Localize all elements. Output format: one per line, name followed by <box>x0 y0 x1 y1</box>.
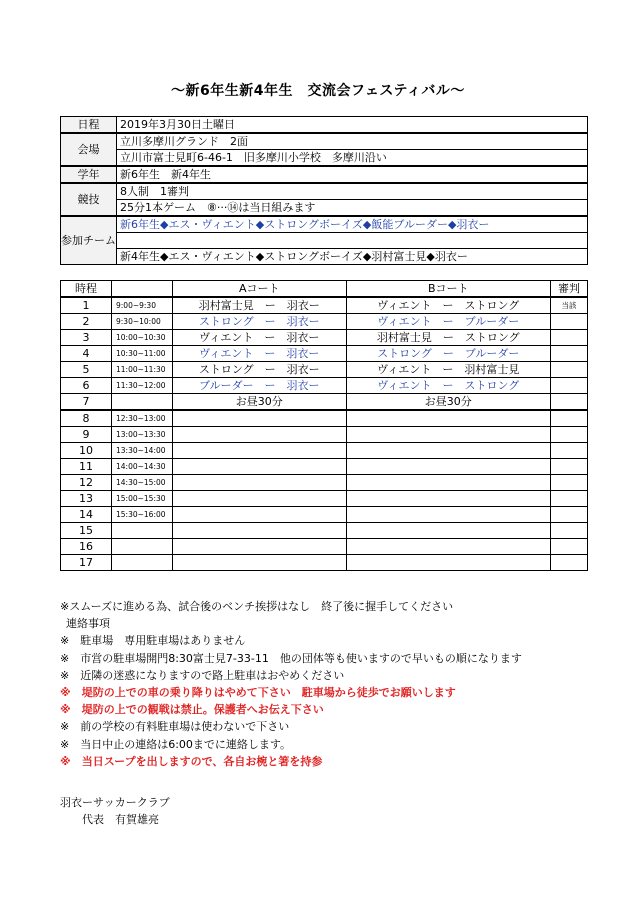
referee-cell <box>551 427 588 443</box>
slot-time <box>112 555 173 571</box>
referee-cell <box>551 539 588 555</box>
slot-time: 13:00~13:30 <box>112 427 173 443</box>
teams-row-grade4 <box>61 249 588 265</box>
signature <box>60 794 170 828</box>
slot-number: 1 <box>61 297 112 314</box>
court-a-match <box>173 443 347 459</box>
page-title: 〜新6年生新4年生 交流会フェスティバル〜 <box>171 83 465 99</box>
teams-grade4: 新4年生◆エス・ヴィエント◆ストロングボーイズ◆羽村富士見◆羽衣ー <box>117 249 588 265</box>
schedule-row <box>61 507 588 523</box>
court-a-match: ストロング ー 羽衣ー <box>173 362 347 378</box>
schedule-row <box>61 378 588 394</box>
court-a-match <box>173 523 347 539</box>
representative: 代表 有賀雄亮 <box>82 813 159 826</box>
court-a-match: ブルーダー ー 羽衣ー <box>173 378 347 394</box>
court-b-match: 羽村富士見 ー ストロング <box>346 330 551 346</box>
court-a-match <box>173 507 347 523</box>
court-b-match: ヴィエント ー ストロング <box>346 378 551 394</box>
grade-value: 新6年生 新4年生 <box>117 166 588 183</box>
court-b-match <box>346 539 551 555</box>
slot-time: 11:30~12:00 <box>112 378 173 394</box>
court-a-match: ヴィエント ー 羽衣ー <box>173 346 347 362</box>
header-time <box>112 281 173 298</box>
court-b-match: ヴィエント ー 羽村富士見 <box>346 362 551 378</box>
note-item: ※ 近隣の迷惑になりますので路上駐車はおやめください <box>60 668 345 682</box>
slot-number: 3 <box>61 330 112 346</box>
slot-time: 13:30~14:00 <box>112 443 173 459</box>
header-referee: 審判 <box>551 281 588 298</box>
slot-number: 4 <box>61 346 112 362</box>
referee-cell <box>551 314 588 330</box>
rule-line-2: 25分1本ゲーム ⑧···⑭は当日組みます <box>117 200 588 217</box>
notes-section <box>60 598 620 770</box>
referee-cell <box>551 459 588 475</box>
schedule-body <box>61 297 588 571</box>
slot-time: 11:00~11:30 <box>112 362 173 378</box>
rule-line-1: 8人制 1審判 <box>117 183 588 200</box>
referee-cell <box>551 523 588 539</box>
teams-row <box>61 216 588 233</box>
venue-row <box>61 133 588 150</box>
referee-cell: 当該 <box>551 297 588 314</box>
slot-number: 13 <box>61 491 112 507</box>
header-court-a: Aコート <box>173 281 347 298</box>
slot-time <box>112 523 173 539</box>
schedule-row <box>61 555 588 571</box>
court-b-match: ストロング ー ブルーダー <box>346 346 551 362</box>
court-b-match <box>346 555 551 571</box>
slot-time: 9:00~9:30 <box>112 297 173 314</box>
schedule-row <box>61 330 588 346</box>
referee-cell <box>551 475 588 491</box>
court-a-match <box>173 491 347 507</box>
schedule-row <box>61 427 588 443</box>
note-item: ※ 駐車場 専用駐車場はありません <box>60 634 246 648</box>
grade-label: 学年 <box>61 166 117 183</box>
court-b-match <box>346 427 551 443</box>
event-info-table <box>60 116 588 265</box>
notes-intro: ※スムーズに進める為、試合後のベンチ挨拶はなし 終了後に握手してください <box>60 600 454 613</box>
teams-row-blank <box>61 233 588 249</box>
schedule-row <box>61 314 588 330</box>
slot-number: 10 <box>61 443 112 459</box>
referee-cell <box>551 507 588 523</box>
referee-cell <box>551 410 588 427</box>
date-row <box>61 117 588 134</box>
court-a-match: ストロング ー 羽衣ー <box>173 314 347 330</box>
schedule-header <box>61 281 588 298</box>
slot-time: 10:30~11:00 <box>112 346 173 362</box>
slot-number: 8 <box>61 410 112 427</box>
slot-time <box>112 539 173 555</box>
court-b-match <box>346 523 551 539</box>
schedule-row <box>61 297 588 314</box>
note-item: ※ 当日スープを出しますので、各自お椀と箸を持参 <box>60 754 323 768</box>
court-a-match <box>173 539 347 555</box>
slot-number: 2 <box>61 314 112 330</box>
slot-time: 15:30~16:00 <box>112 507 173 523</box>
referee-cell <box>551 378 588 394</box>
slot-number: 9 <box>61 427 112 443</box>
slot-number: 11 <box>61 459 112 475</box>
court-a-match: 羽村富士見 ー 羽衣ー <box>173 297 347 314</box>
referee-cell <box>551 362 588 378</box>
club-name: 羽衣ーサッカークラブ <box>60 796 170 809</box>
court-b-match <box>346 410 551 427</box>
court-a-match: お昼30分 <box>173 394 347 411</box>
court-b-match <box>346 459 551 475</box>
court-a-match <box>173 410 347 427</box>
note-item: ※ 堤防の上での車の乗り降りはやめて下さい 駐車場から徒歩でお願いします <box>60 686 456 700</box>
schedule-row <box>61 362 588 378</box>
rule-label: 競技 <box>61 183 117 216</box>
rule-row-2 <box>61 200 588 217</box>
slot-number: 14 <box>61 507 112 523</box>
note-item: ※ 当日中止の連絡は6:00までに連絡します。 <box>60 737 292 751</box>
slot-number: 15 <box>61 523 112 539</box>
slot-number: 17 <box>61 555 112 571</box>
schedule-row <box>61 539 588 555</box>
slot-number: 7 <box>61 394 112 411</box>
slot-time <box>112 394 173 411</box>
referee-cell <box>551 443 588 459</box>
venue-line-1: 立川多摩川グランド 2面 <box>117 133 588 150</box>
slot-number: 5 <box>61 362 112 378</box>
court-a-match <box>173 555 347 571</box>
venue-row-2 <box>61 150 588 167</box>
court-a-match: ヴィエント ー 羽衣ー <box>173 330 347 346</box>
referee-cell <box>551 394 588 411</box>
slot-time: 15:00~15:30 <box>112 491 173 507</box>
court-b-match <box>346 507 551 523</box>
referee-cell <box>551 555 588 571</box>
court-b-match <box>346 491 551 507</box>
court-a-match <box>173 427 347 443</box>
grade-row <box>61 166 588 183</box>
note-item: ※ 堤防の上での観戦は禁止。保護者へお伝え下さい <box>60 703 324 717</box>
referee-cell <box>551 330 588 346</box>
slot-time: 9:30~10:00 <box>112 314 173 330</box>
schedule-row <box>61 394 588 411</box>
notes-heading: 連絡事項 <box>66 617 110 631</box>
schedule-row <box>61 346 588 362</box>
note-item: ※ 前の学校の有料駐車場は使わないで下さい <box>60 720 290 734</box>
teams-grade6: 新6年生◆エス・ヴィエント◆ストロングボーイズ◆飯能ブルーダー◆羽衣ー <box>117 216 588 233</box>
schedule-row <box>61 491 588 507</box>
date-label: 日程 <box>61 117 117 134</box>
court-a-match <box>173 459 347 475</box>
venue-line-2: 立川市富士見町6-46-1 旧多摩川小学校 多摩川沿い <box>117 150 588 167</box>
court-b-match: お昼30分 <box>346 394 551 411</box>
notes-list <box>60 632 620 770</box>
slot-number: 16 <box>61 539 112 555</box>
header-court-b: Bコート <box>346 281 551 298</box>
teams-blank-cell <box>117 233 588 249</box>
date-value: 2019年3月30日土曜日 <box>117 117 588 134</box>
rule-row <box>61 183 588 200</box>
referee-cell <box>551 491 588 507</box>
schedule-row <box>61 443 588 459</box>
schedule-row <box>61 459 588 475</box>
slot-number: 6 <box>61 378 112 394</box>
slot-number: 12 <box>61 475 112 491</box>
referee-cell <box>551 346 588 362</box>
slot-time: 14:00~14:30 <box>112 459 173 475</box>
schedule-row <box>61 475 588 491</box>
teams-label: 参加チーム <box>61 216 117 265</box>
court-a-match <box>173 475 347 491</box>
slot-time: 12:30~13:00 <box>112 410 173 427</box>
slot-time: 14:30~15:00 <box>112 475 173 491</box>
slot-time: 10:00~10:30 <box>112 330 173 346</box>
venue-label: 会場 <box>61 133 117 166</box>
schedule-table <box>60 280 588 571</box>
court-b-match: ヴィエント ー ストロング <box>346 297 551 314</box>
schedule-row <box>61 523 588 539</box>
schedule-row <box>61 410 588 427</box>
court-b-match: ヴィエント ー ブルーダー <box>346 314 551 330</box>
header-num: 時程 <box>61 281 112 298</box>
court-b-match <box>346 443 551 459</box>
note-item: ※ 市営の駐車場開門8:30富士見7-33-11 他の団体等も使いますので早いもの順になります <box>60 651 522 665</box>
court-b-match <box>346 475 551 491</box>
